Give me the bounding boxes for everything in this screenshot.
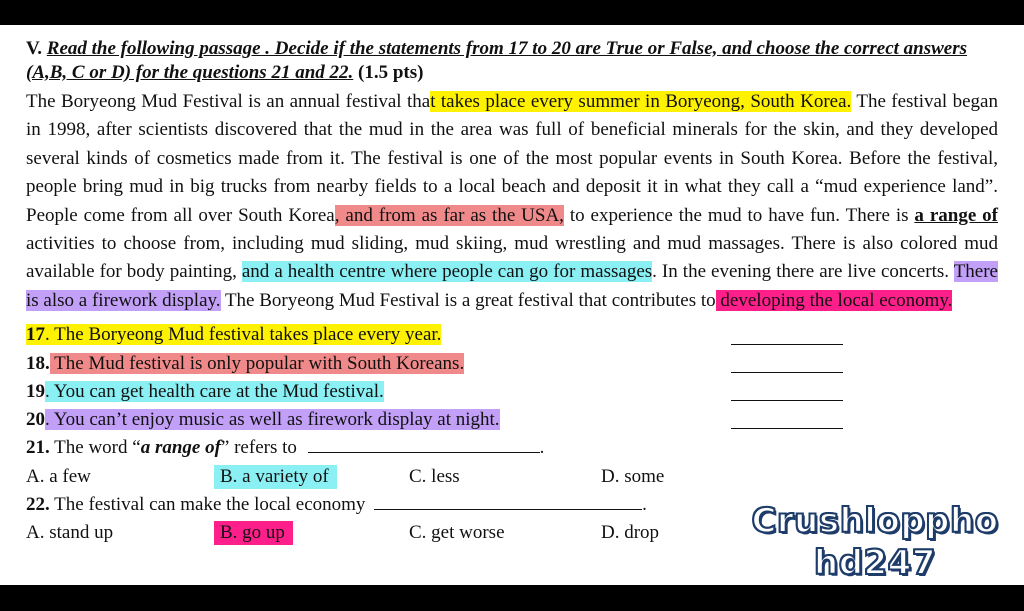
- passage-text: . In the evening there are live concerts.: [652, 261, 954, 283]
- watermark-line-2: hd247: [813, 543, 936, 583]
- question-text: ” refers to: [220, 437, 297, 459]
- option-21-c[interactable]: C. less: [409, 465, 460, 487]
- question-end: .: [642, 494, 647, 516]
- passage-text: The Boryeong Mud Festival is an annual festival tha: [26, 91, 431, 112]
- answer-blank-18[interactable]: [731, 372, 843, 373]
- question-end: .: [539, 437, 545, 459]
- question-term: a range of: [140, 437, 221, 459]
- question-text: The festival can make the local economy: [49, 494, 366, 516]
- option-21-d[interactable]: D. some: [601, 465, 665, 487]
- question-text: . The Boryeong Mud festival takes place every year.: [45, 324, 442, 346]
- option-21-b-highlighted[interactable]: B. a variety of: [214, 465, 337, 489]
- channel-watermark: [750, 500, 1000, 584]
- section-number: V.: [26, 38, 43, 59]
- option-22-b-highlighted[interactable]: B. go up: [214, 521, 293, 545]
- question-20: [26, 406, 998, 434]
- question-19: [26, 378, 998, 406]
- question-21-options: [26, 463, 998, 491]
- option-21-a[interactable]: A. a few: [26, 465, 91, 487]
- section-heading: [26, 37, 998, 85]
- answer-blank-20[interactable]: [731, 428, 843, 429]
- answer-blank-21[interactable]: [308, 438, 540, 453]
- question-18: [26, 350, 998, 378]
- worksheet-page: [0, 25, 1024, 585]
- reading-passage: [26, 88, 998, 315]
- passage-text: The festival began in 1998, after scientists discovered that the mud in the area was full of beneficial minerals for the skin, and they developed several kinds of cosmetics made from it. The festival is one of the most popular events in South Korea. Before the festival, people bring mud in big trucks from nearby fields to a local beach and deposit it in what they call a “mud experience land”. People come from all over South Korea: [26, 91, 998, 226]
- answer-blank-17[interactable]: [731, 344, 843, 345]
- question-number: 19: [26, 380, 45, 402]
- question-number: 21.: [26, 437, 50, 459]
- passage-text: to experience the mud to have fun. There is: [563, 204, 915, 226]
- question-17: [26, 321, 998, 349]
- section-points: (1.5 pts): [358, 62, 424, 83]
- question-20-highlight: . You can’t enjoy music as well as firework display at night.: [45, 409, 500, 431]
- passage-highlight-magenta: developing the local economy.: [715, 289, 953, 311]
- passage-highlight-purple: There is also a firework display.: [26, 261, 998, 311]
- question-17-highlight: [26, 324, 441, 345]
- passage-text: activities to choose from, including mud sliding, mud skiing, mud wrestling and mud massages. There is also colored mud available for body painting,: [26, 233, 998, 283]
- question-21: [26, 434, 998, 462]
- worksheet-content: [26, 37, 998, 548]
- watermark-line-1: Crushloppho: [751, 501, 999, 541]
- answer-blank-19[interactable]: [731, 400, 843, 401]
- question-number: 20: [26, 409, 45, 431]
- passage-highlight-red: , and from as far as the USA,: [334, 204, 564, 226]
- passage-key-phrase: a range of: [914, 204, 998, 226]
- section-instruction: Read the following passage . Decide if the statements from 17 to 20 are True or False, and choose the correct answers (A,B, C or D) for the questions 21 and 22.: [26, 38, 968, 83]
- answer-blank-22[interactable]: [374, 495, 642, 510]
- passage-highlight-yellow: t takes place every summer in Boryeong, South Korea.: [430, 91, 852, 112]
- question-number: 17: [26, 324, 45, 346]
- question-19-highlight: . You can get health care at the Mud festival.: [45, 380, 384, 402]
- option-22-c[interactable]: C. get worse: [409, 522, 505, 544]
- question-18-highlight: The Mud festival is only popular with South Koreans.: [49, 352, 465, 374]
- question-number: 18.: [26, 352, 50, 374]
- passage-text: The Boryeong Mud Festival is a great festival that contributes to: [220, 289, 716, 311]
- option-22-d[interactable]: D. drop: [601, 522, 660, 544]
- question-text: The word “: [49, 437, 141, 459]
- passage-highlight-cyan: and a health centre where people can go for massages: [241, 261, 653, 283]
- option-22-a[interactable]: A. stand up: [26, 522, 114, 544]
- question-number: 22.: [26, 494, 50, 516]
